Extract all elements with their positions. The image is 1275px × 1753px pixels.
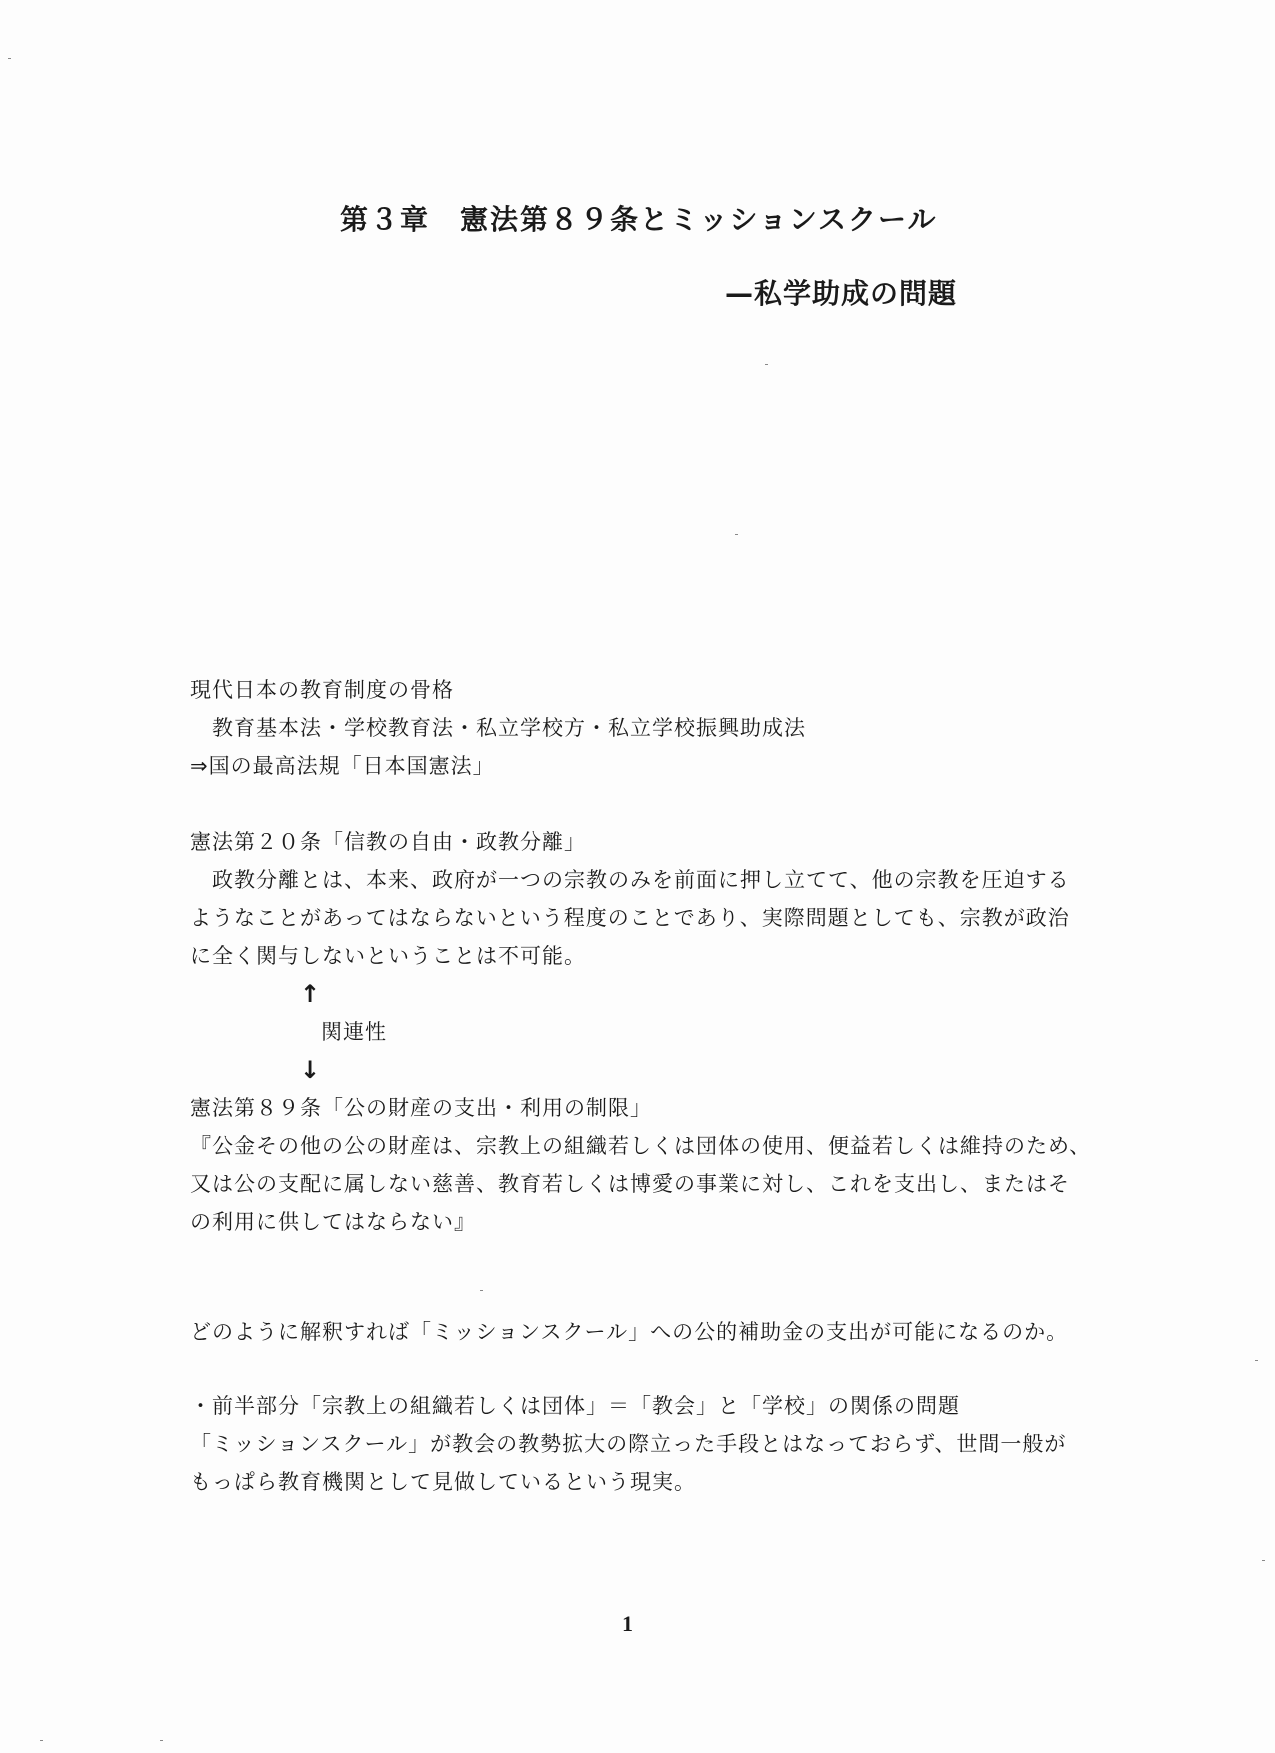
scan-speck [160, 1740, 163, 1741]
down-arrow-icon: ↓ [300, 1056, 321, 1084]
article20-body-line: に全く関与しないということは不可能。 [190, 944, 586, 968]
scan-speck [480, 1290, 483, 1291]
scan-speck [765, 364, 768, 365]
page-number: 1 [622, 1611, 633, 1636]
framework-laws: 教育基本法・学校教育法・私立学校方・私立学校振興助成法 [212, 716, 806, 740]
scan-speck [1255, 1360, 1258, 1361]
scan-speck [735, 534, 738, 535]
scan-speck [8, 58, 11, 59]
first-half-heading: ・前半部分「宗教上の組織若しくは団体」＝「教会」と「学校」の関係の問題 [190, 1394, 960, 1418]
framework-supreme-law: ⇒国の最高法規「日本国憲法」 [190, 754, 495, 778]
article20-heading: 憲法第２０条「信教の自由・政教分離」 [190, 830, 586, 854]
first-half-body-line: もっぱら教育機関として見做しているという現実。 [190, 1470, 696, 1494]
up-arrow-icon: ↑ [300, 980, 321, 1008]
interpretation-question: どのように解釈すれば「ミッションスクール」への公的補助金の支出が可能になるのか。 [190, 1320, 1069, 1344]
first-half-body-line: 「ミッションスクール」が教会の教勢拡大の際立った手段とはなっておらず、世間一般が [190, 1432, 1067, 1456]
article20-body-line: ようなことがあってはならないという程度のことであり、実際問題としても、宗教が政治 [190, 906, 1070, 930]
article89-quote-line: の利用に供してはならない』 [190, 1210, 476, 1234]
scan-speck [40, 1740, 43, 1741]
relation-label: 関連性 [321, 1020, 387, 1044]
chapter-subtitle: —私学助成の問題 [725, 277, 958, 310]
scan-speck [1262, 1560, 1265, 1561]
article89-quote-line: 又は公の支配に属しない慈善、教育若しくは博愛の事業に対し、これを支出し、またはそ [190, 1172, 1070, 1196]
article89-quote-line: 『公金その他の公の財産は、宗教上の組織若しくは団体の使用、便益若しくは維持のため、 [190, 1134, 1092, 1158]
article20-body-line: 政教分離とは、本来、政府が一つの宗教のみを前面に押し立てて、他の宗教を圧迫する [212, 868, 1070, 892]
framework-heading: 現代日本の教育制度の骨格 [190, 678, 454, 702]
chapter-title: 第３章 憲法第８９条とミッションスクール [340, 203, 938, 236]
article89-heading: 憲法第８９条「公の財産の支出・利用の制限」 [190, 1096, 652, 1120]
